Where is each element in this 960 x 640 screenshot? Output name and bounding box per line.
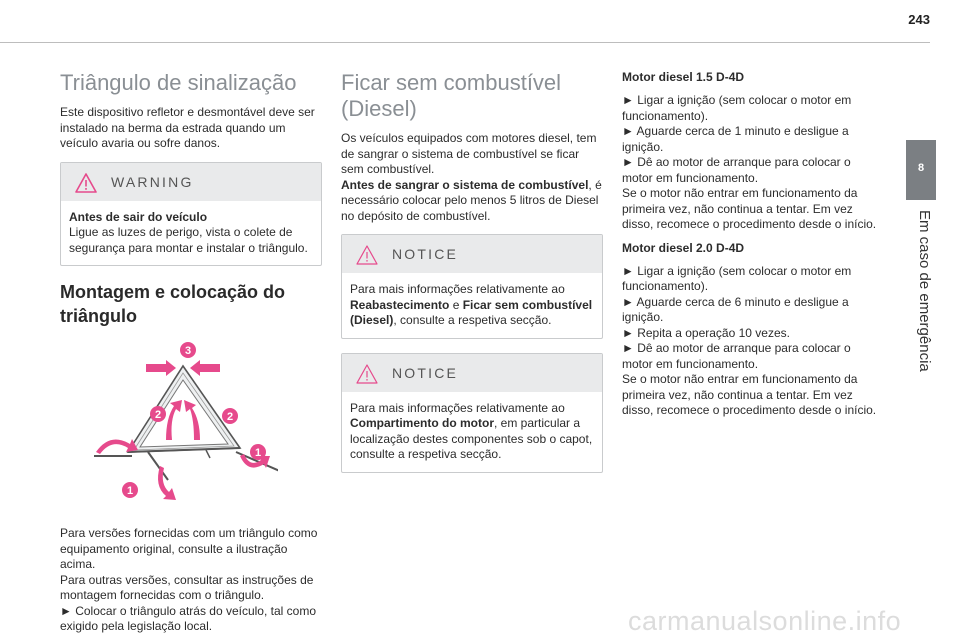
warning-box [60, 162, 322, 267]
arrow-right-icon [146, 360, 176, 376]
engine2-line-1: ► Ligar a ignição (sem colocar o motor em funcionamento). [622, 263, 852, 293]
column-left [60, 70, 322, 635]
engine1-line-3: ► Dê ao motor de arranque para colocar o motor em funcionamento. [622, 155, 851, 185]
notice1-text-a: Para mais informações relativamente ao [350, 282, 565, 296]
watermark: carmanualsonline.info [628, 606, 902, 636]
notice-label-1: NOTICE [392, 246, 459, 263]
triangle-intro: Este dispositivo refletor e desmontável deve ser instalado na berma da estrada quando um veículo avaria ou sofre danos. [60, 105, 315, 150]
fuel-bleed-paragraph [341, 178, 603, 225]
warning-header [61, 163, 321, 201]
chapter-tab[interactable] [906, 140, 936, 200]
page-number: 243 [908, 12, 930, 27]
triangle-text-line-2: Para outras versões, consultar as instruções de montagem fornecidas com o triângulo. [60, 572, 314, 602]
notice1-bold-refueling[interactable]: Reabastecimento [350, 297, 450, 312]
subsection-title-assembly: Montagem e colocação do triângulo [60, 282, 286, 326]
engine1-line-2: ► Aguarde cerca de 1 minuto e desligue a ignição. [622, 124, 849, 154]
step-marker-2a: 2 [154, 409, 162, 421]
notice-box-2 [341, 353, 603, 473]
notice-triangle-icon [356, 245, 378, 265]
fuel-intro: Os veículos equipados com motores diesel, tem de sangrar o sistema de combustível se ficar sem combustível. [341, 131, 597, 176]
step-marker-2b: 2 [226, 411, 234, 423]
section-title-fuel: Ficar sem combustível (Diesel) [341, 70, 562, 121]
engine1-line-4: Se o motor não entrar em funcionamento da primeira vez, não continua a tentar. Em vez disso, recomece o procedimento desde o início. [622, 186, 877, 231]
notice-body-1 [342, 273, 602, 338]
warning-text: Ligue as luzes de perigo, vista o colete de segurança para montar e instalar o triângulo. [69, 225, 308, 255]
engine2-line-2: ► Aguarde cerca de 6 minuto e desligue a ignição. [622, 294, 849, 324]
step-marker-3: 3 [184, 345, 192, 357]
notice1-text-b: e [449, 297, 463, 312]
chapter-number: 8 [917, 162, 925, 174]
notice-body-2 [342, 392, 602, 472]
notice-box-1 [341, 234, 603, 339]
fuel-bleed-lead: Antes de sangrar o sistema de combustível [341, 177, 589, 192]
engine2-line-3: ► Repita a operação 10 vezes. [622, 325, 790, 340]
notice2-bold-engine-bay[interactable]: Compartimento do motor [350, 416, 494, 430]
step-marker-1a: 1 [126, 485, 134, 497]
notice-label-2: NOTICE [392, 364, 459, 381]
triangle-assembly-diagram [88, 340, 278, 510]
warning-heading: Antes de sair do veículo [69, 209, 208, 224]
notice-header-1 [342, 235, 602, 273]
chapter-title-vertical [905, 210, 937, 390]
notice1-bold-out-of-fuel[interactable]: Ficar sem combustível (Diesel) [350, 297, 593, 327]
warning-label: WARNING [111, 173, 194, 190]
step-marker-1b: 1 [254, 447, 262, 459]
engine2-line-5: Se o motor não entrar em funcionamento da primeira vez, não continua a tentar. Em vez disso, recomece o procedimento desde o início. [622, 372, 877, 417]
triangle-text-line-3: ► Colocar o triângulo atrás do veículo, tal como exigido pela legislação local. [60, 603, 317, 633]
fuel-bleed-rest: , é necessário colocar pelo menos 5 litros de Diesel no depósito de combustível. [341, 177, 602, 223]
arrow-left-icon [190, 360, 220, 376]
engine1-line-1: ► Ligar a ignição (sem colocar o motor em funcionamento). [622, 93, 852, 123]
notice-header-2 [342, 354, 602, 392]
engine1-heading: Motor diesel 1.5 D-4D [622, 70, 745, 84]
warning-triangle-icon [75, 173, 97, 193]
rotate-arrow-icon-down [158, 466, 176, 500]
engine2-line-4: ► Dê ao motor de arranque para colocar o motor em funcionamento. [622, 341, 851, 371]
notice1-text-c: , consulte a respetiva secção. [393, 313, 552, 327]
engine2-heading: Motor diesel 2.0 D-4D [622, 240, 745, 255]
triangle-text-line-1: Para versões fornecidas com um triângulo como equipamento original, consulte a ilustração acima. [60, 526, 318, 571]
header-rule [0, 42, 930, 43]
section-title-triangle: Triângulo de sinalização [60, 70, 297, 95]
notice2-text-a: Para mais informações relativamente ao [350, 400, 565, 415]
notice2-text-b: , em particular a localização destes componentes sob o capot, consulte a respetiva secção. [350, 416, 593, 461]
column-right [622, 70, 884, 419]
column-middle [341, 70, 603, 487]
chapter-title: Em caso de emergência [916, 210, 933, 372]
notice-triangle-icon-2 [356, 364, 378, 384]
